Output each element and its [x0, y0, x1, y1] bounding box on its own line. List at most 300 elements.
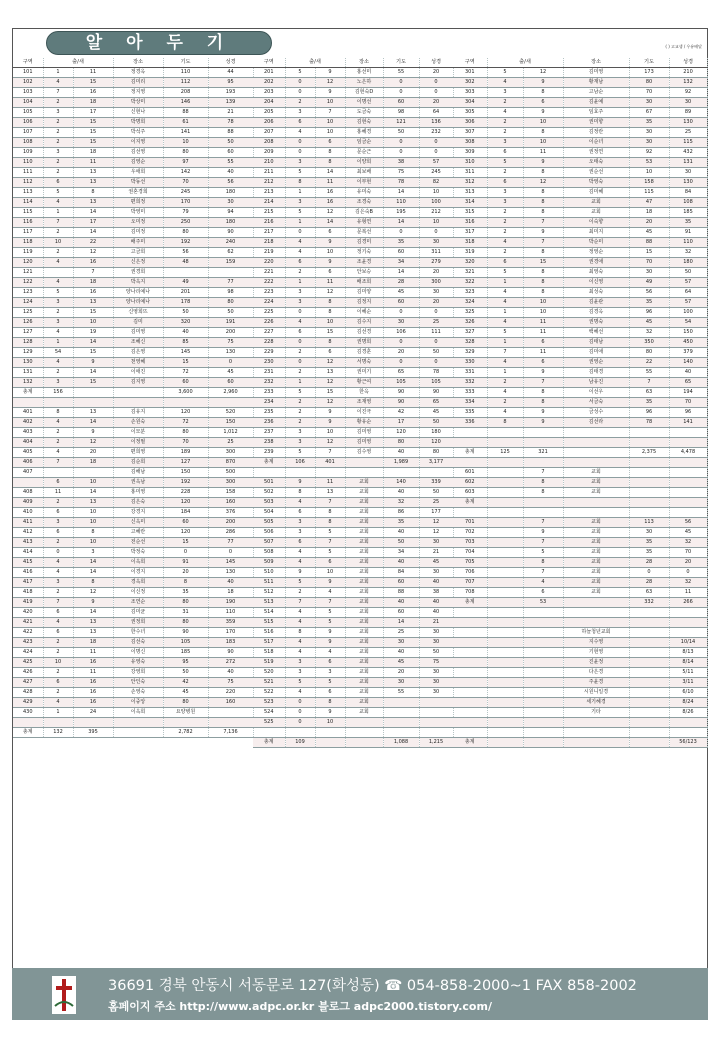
member-cell: 10 [73, 318, 113, 328]
place-cell: 교회 [563, 588, 629, 598]
member-cell: 9 [315, 578, 345, 588]
attend-cell: 11 [43, 488, 73, 498]
table-row [13, 538, 253, 548]
prayer-cell [629, 478, 669, 488]
district-cell: 총계 [453, 738, 487, 748]
bible-cell: 339 [419, 478, 453, 488]
prayer-cell: 320 [163, 318, 208, 328]
prayer-cell: 14 [383, 268, 419, 278]
place-cell [563, 738, 629, 748]
bible-cell: 75 [208, 338, 253, 348]
bible-cell: 0 [208, 548, 253, 558]
bible-cell: 245 [419, 168, 453, 178]
place-cell: 이진극 [345, 408, 383, 418]
table-row [453, 708, 707, 718]
member-cell: 14 [73, 368, 113, 378]
prayer-cell: 70 [163, 178, 208, 188]
prayer-cell: 50 [383, 128, 419, 138]
bible-cell: 110 [669, 238, 707, 248]
col-attend: 출/새 [285, 58, 345, 68]
member-cell: 7 [523, 468, 563, 478]
prayer-cell: 30 [629, 138, 669, 148]
member-cell: 4 [315, 648, 345, 658]
district-cell: 234 [253, 398, 285, 408]
prayer-cell [383, 468, 419, 478]
attend-cell: 4 [43, 78, 73, 88]
district-cell [13, 718, 43, 728]
attend-cell [487, 438, 523, 448]
prayer-cell: 113 [629, 518, 669, 528]
table-row [453, 188, 707, 198]
attend-cell: 4 [285, 688, 315, 698]
table-row [253, 398, 453, 408]
place-cell: 고혜란 [113, 528, 163, 538]
attend-cell: 0 [285, 88, 315, 98]
district-cell: 315 [453, 208, 487, 218]
district-cell: 508 [253, 548, 285, 558]
attend-cell: 2 [43, 428, 73, 438]
prayer-cell: 18 [629, 208, 669, 218]
bible-cell: 1,215 [419, 738, 453, 748]
member-cell [523, 738, 563, 748]
attend-cell: 6 [487, 148, 523, 158]
member-cell: 15 [73, 78, 113, 88]
place-cell: 강경지 [113, 508, 163, 518]
prayer-cell: 146 [163, 98, 208, 108]
district-cell: 425 [13, 658, 43, 668]
prayer-cell: 88 [383, 588, 419, 598]
district-cell: 235 [253, 408, 285, 418]
prayer-cell [629, 488, 669, 498]
place-cell: 교회 [345, 688, 383, 698]
bible-cell: 191 [208, 318, 253, 328]
prayer-cell [163, 718, 208, 728]
prayer-cell [629, 498, 669, 508]
table-row [253, 518, 453, 528]
attend-cell: 1 [487, 308, 523, 318]
col-bible: 성경 [419, 58, 453, 68]
member-cell: 12 [73, 588, 113, 598]
district-cell [453, 638, 487, 648]
bible-cell: 32 [669, 248, 707, 258]
member-cell: 10 [523, 118, 563, 128]
prayer-cell: 106 [383, 328, 419, 338]
member-cell: 9 [523, 528, 563, 538]
table-row [13, 368, 253, 378]
bible-cell: 96 [669, 408, 707, 418]
member-cell [523, 638, 563, 648]
attend-cell: 4 [285, 238, 315, 248]
prayer-cell: 67 [629, 108, 669, 118]
district-cell: 220 [253, 258, 285, 268]
attend-cell: 5 [285, 68, 315, 78]
prayer-cell: 60 [383, 98, 419, 108]
attend-cell: 3 [487, 138, 523, 148]
prayer-cell: 178 [163, 298, 208, 308]
member-cell: 8 [523, 278, 563, 288]
place-cell: 최미지 [563, 228, 629, 238]
district-cell: 총계 [13, 728, 43, 738]
bible-cell: 7,136 [208, 728, 253, 738]
attend-cell: 4 [487, 408, 523, 418]
bible-cell: 18 [208, 588, 253, 598]
bible-cell: 0 [419, 358, 453, 368]
member-cell: 7 [315, 598, 345, 608]
attend-cell: 5 [285, 448, 315, 458]
attend-cell [487, 498, 523, 508]
attend-cell: 7 [285, 598, 315, 608]
prayer-cell: 45 [383, 658, 419, 668]
col-attend: 출/새 [487, 58, 563, 68]
place-cell: 홍혜경 [345, 128, 383, 138]
bible-cell: 100 [669, 308, 707, 318]
member-cell: 6 [315, 558, 345, 568]
table-row [453, 78, 707, 88]
member-cell: 9 [315, 628, 345, 638]
prayer-cell: 105 [163, 638, 208, 648]
member-cell: 8 [523, 488, 563, 498]
table-row [253, 698, 453, 708]
prayer-cell: 85 [163, 338, 208, 348]
place-cell: 김수영 [345, 448, 383, 458]
district-cell: 314 [453, 198, 487, 208]
table-row [253, 258, 453, 268]
district-cell [453, 428, 487, 438]
member-cell: 10 [315, 318, 345, 328]
bible-cell: 180 [669, 258, 707, 268]
bible-cell: 50 [419, 348, 453, 358]
prayer-cell: 49 [163, 278, 208, 288]
attend-cell: 2 [285, 398, 315, 408]
table-row [453, 288, 707, 298]
member-cell: 13 [73, 618, 113, 628]
member-cell: 5 [315, 678, 345, 688]
district-cell: 237 [253, 428, 285, 438]
prayer-cell: 40 [163, 328, 208, 338]
attend-cell [487, 718, 523, 728]
attend-cell: 4 [487, 108, 523, 118]
member-cell: 6 [523, 588, 563, 598]
prayer-cell: 0 [383, 308, 419, 318]
table-row [13, 68, 253, 78]
place-cell: 김태경 [563, 368, 629, 378]
bible-cell: 30 [419, 568, 453, 578]
table-row [453, 238, 707, 248]
table-row [453, 618, 707, 628]
table-row [13, 288, 253, 298]
place-cell: 이신정 [113, 588, 163, 598]
member-cell: 7 [523, 378, 563, 388]
bible-cell [669, 498, 707, 508]
district-cell: 601 [453, 468, 487, 478]
attend-cell: 1 [43, 338, 73, 348]
place-cell: 교회 [563, 478, 629, 488]
member-cell [523, 628, 563, 638]
place-cell: 교회 [345, 568, 383, 578]
col-attend: 출/새 [43, 58, 113, 68]
prayer-cell: 228 [163, 488, 208, 498]
table-row [253, 108, 453, 118]
member-cell: 8 [315, 698, 345, 708]
prayer-cell: 40 [383, 558, 419, 568]
table-row [453, 428, 707, 438]
table-row [13, 488, 253, 498]
district-cell [453, 658, 487, 668]
prayer-cell: 79 [163, 208, 208, 218]
attend-cell [487, 648, 523, 658]
place-cell: 교회 [563, 538, 629, 548]
bible-cell [419, 728, 453, 738]
bible-cell: 30 [419, 628, 453, 638]
prayer-cell: 92 [629, 148, 669, 158]
place-cell [113, 718, 163, 728]
attend-cell: 2 [487, 128, 523, 138]
place-cell: 진윤정 [563, 658, 629, 668]
bible-cell: 95 [208, 78, 253, 88]
place-cell: 김미영 [563, 68, 629, 78]
district-cell: 411 [13, 518, 43, 528]
col-place: 장소 [563, 58, 629, 68]
attend-cell [487, 518, 523, 528]
bible-cell: 140 [669, 358, 707, 368]
prayer-cell [629, 648, 669, 658]
bible-cell: 40 [208, 668, 253, 678]
table-row [453, 608, 707, 618]
district-cell: 406 [13, 458, 43, 468]
district-cell: 129 [13, 348, 43, 358]
prayer-cell: 90 [383, 388, 419, 398]
table-row [253, 648, 453, 658]
member-cell: 14 [73, 208, 113, 218]
place-cell: 교회 [345, 498, 383, 508]
place-cell: 김윤예 [563, 98, 629, 108]
place-cell: 김미애 [563, 348, 629, 358]
bible-cell: 159 [208, 258, 253, 268]
member-cell: 15 [315, 328, 345, 338]
table-row [253, 498, 453, 508]
place-cell: 황재남 [563, 78, 629, 88]
attend-cell: 2 [285, 348, 315, 358]
bible-cell: 0 [419, 138, 453, 148]
bible-cell: 0 [419, 148, 453, 158]
attend-cell: 4 [487, 78, 523, 88]
attend-cell: 1 [285, 218, 315, 228]
place-cell: 교회 [563, 208, 629, 218]
table-row [13, 278, 253, 288]
place-cell: 교회 [345, 598, 383, 608]
district-cell: 313 [453, 188, 487, 198]
prayer-cell [383, 728, 419, 738]
bible-cell: 130 [208, 348, 253, 358]
district-cell: 201 [253, 68, 285, 78]
place-cell: 오미정 [113, 218, 163, 228]
district-cell: 332 [453, 378, 487, 388]
table-row [253, 308, 453, 318]
place-cell: 김윤관 [563, 298, 629, 308]
table-row [453, 418, 707, 428]
col-bible: 성경 [208, 58, 253, 68]
table-row [453, 328, 707, 338]
member-cell [523, 428, 563, 438]
district-cell [453, 458, 487, 468]
district-cell: 203 [253, 88, 285, 98]
bible-cell: 185 [669, 208, 707, 218]
district-cell: 127 [13, 328, 43, 338]
attend-cell [487, 598, 523, 608]
attend-cell: 4 [43, 698, 73, 708]
church-web-links[interactable]: 홈페이지 주소 http://www.adpc.or.kr 블로그 adpc2000.tistory.com/ [108, 1000, 492, 1013]
attend-cell: 2 [43, 98, 73, 108]
place-cell: 신영희뜨 [113, 308, 163, 318]
district-cell: 310 [453, 158, 487, 168]
attend-cell: 109 [285, 738, 315, 748]
district-cell: 405 [13, 448, 43, 458]
table-row [253, 488, 453, 498]
member-cell: 18 [73, 278, 113, 288]
district-cell: 409 [13, 498, 43, 508]
place-cell [563, 598, 629, 608]
place-cell [563, 448, 629, 458]
place-cell: 이명선 [345, 98, 383, 108]
place-cell: 김정란 [563, 128, 629, 138]
district-cell: 401 [13, 408, 43, 418]
table-row [253, 98, 453, 108]
bible-cell: 0 [419, 308, 453, 318]
col-prayer: 기도 [629, 58, 669, 68]
district-table-3 [453, 58, 708, 748]
attend-cell: 3 [285, 668, 315, 678]
district-cell: 518 [253, 648, 285, 658]
member-cell [523, 608, 563, 618]
table-row [13, 228, 253, 238]
member-cell [523, 438, 563, 448]
attend-cell: 1 [285, 188, 315, 198]
bible-cell [669, 508, 707, 518]
attend-cell: 6 [43, 178, 73, 188]
bible-cell: 10 [419, 218, 453, 228]
prayer-cell: 30 [629, 528, 669, 538]
district-cell: 총계 [253, 458, 285, 468]
place-cell: 권옥남 [113, 478, 163, 488]
member-cell [523, 648, 563, 658]
table-row [453, 348, 707, 358]
table-row [453, 388, 707, 398]
attend-cell: 6 [285, 508, 315, 518]
district-cell: 312 [453, 178, 487, 188]
member-cell: 9 [523, 368, 563, 378]
member-cell: 10 [523, 298, 563, 308]
prayer-cell: 98 [383, 108, 419, 118]
district-cell: 319 [453, 248, 487, 258]
district-cell: 총계 [13, 388, 43, 398]
bible-cell: 0 [419, 338, 453, 348]
member-cell: 6 [315, 268, 345, 278]
attend-cell: 3 [285, 428, 315, 438]
district-cell: 119 [13, 248, 43, 258]
table-row [253, 68, 453, 78]
attend-cell: 3 [487, 198, 523, 208]
attend-cell: 2 [285, 98, 315, 108]
attend-cell [487, 528, 523, 538]
place-cell: 이정필 [113, 438, 163, 448]
table-row [253, 238, 453, 248]
bible-cell [208, 398, 253, 408]
member-cell: 7 [523, 538, 563, 548]
bible-cell: 25 [419, 318, 453, 328]
attend-cell [487, 678, 523, 688]
member-cell: 11 [523, 328, 563, 338]
prayer-cell: 20 [383, 348, 419, 358]
district-cell: 404 [13, 438, 43, 448]
district-cell: 207 [253, 128, 285, 138]
prayer-cell: 42 [383, 408, 419, 418]
attend-cell: 6 [43, 478, 73, 488]
table-row [13, 88, 253, 98]
attend-cell [487, 508, 523, 518]
bible-cell: 70 [669, 548, 707, 558]
member-cell: 8 [523, 88, 563, 98]
bible-cell: 177 [419, 508, 453, 518]
place-cell: 서금숙 [563, 398, 629, 408]
place-cell: 교회 [345, 558, 383, 568]
place-cell: 교회 [345, 628, 383, 638]
member-cell: 395 [73, 728, 113, 738]
table-row [13, 328, 253, 338]
attend-cell: 2 [43, 638, 73, 648]
prayer-cell: 40 [383, 528, 419, 538]
district-cell: 223 [253, 288, 285, 298]
member-cell [523, 728, 563, 738]
col-district: 구역 [13, 58, 43, 68]
place-cell: 이옥희 [113, 708, 163, 718]
district-cell: 505 [253, 518, 285, 528]
prayer-cell: 30 [629, 98, 669, 108]
district-cell: 520 [253, 668, 285, 678]
member-cell: 12 [73, 438, 113, 448]
prayer-cell: 35 [629, 538, 669, 548]
member-cell: 12 [315, 78, 345, 88]
bible-cell: 75 [419, 658, 453, 668]
member-cell: 5 [315, 528, 345, 538]
table-row [453, 668, 707, 678]
member-cell: 8 [73, 578, 113, 588]
attend-cell: 4 [487, 288, 523, 298]
prayer-cell: 0 [383, 338, 419, 348]
table-header-row [13, 58, 253, 68]
table-row [453, 478, 707, 488]
table-row [13, 128, 253, 138]
attend-cell [43, 718, 73, 728]
place-cell [563, 608, 629, 618]
attend-cell: 2 [487, 118, 523, 128]
prayer-cell [629, 658, 669, 668]
place-cell: 교회 [345, 518, 383, 528]
prayer-cell: 0 [383, 88, 419, 98]
bible-cell: 145 [208, 558, 253, 568]
member-cell: 14 [73, 558, 113, 568]
table-row [13, 658, 253, 668]
district-cell: 131 [13, 368, 43, 378]
bible-cell: 194 [669, 388, 707, 398]
prayer-cell: 35 [163, 588, 208, 598]
attend-cell [487, 558, 523, 568]
member-cell: 15 [73, 378, 113, 388]
prayer-cell: 195 [383, 208, 419, 218]
place-cell [345, 738, 383, 748]
district-cell: 208 [253, 138, 285, 148]
member-cell: 5 [315, 548, 345, 558]
bible-cell: 30 [669, 98, 707, 108]
